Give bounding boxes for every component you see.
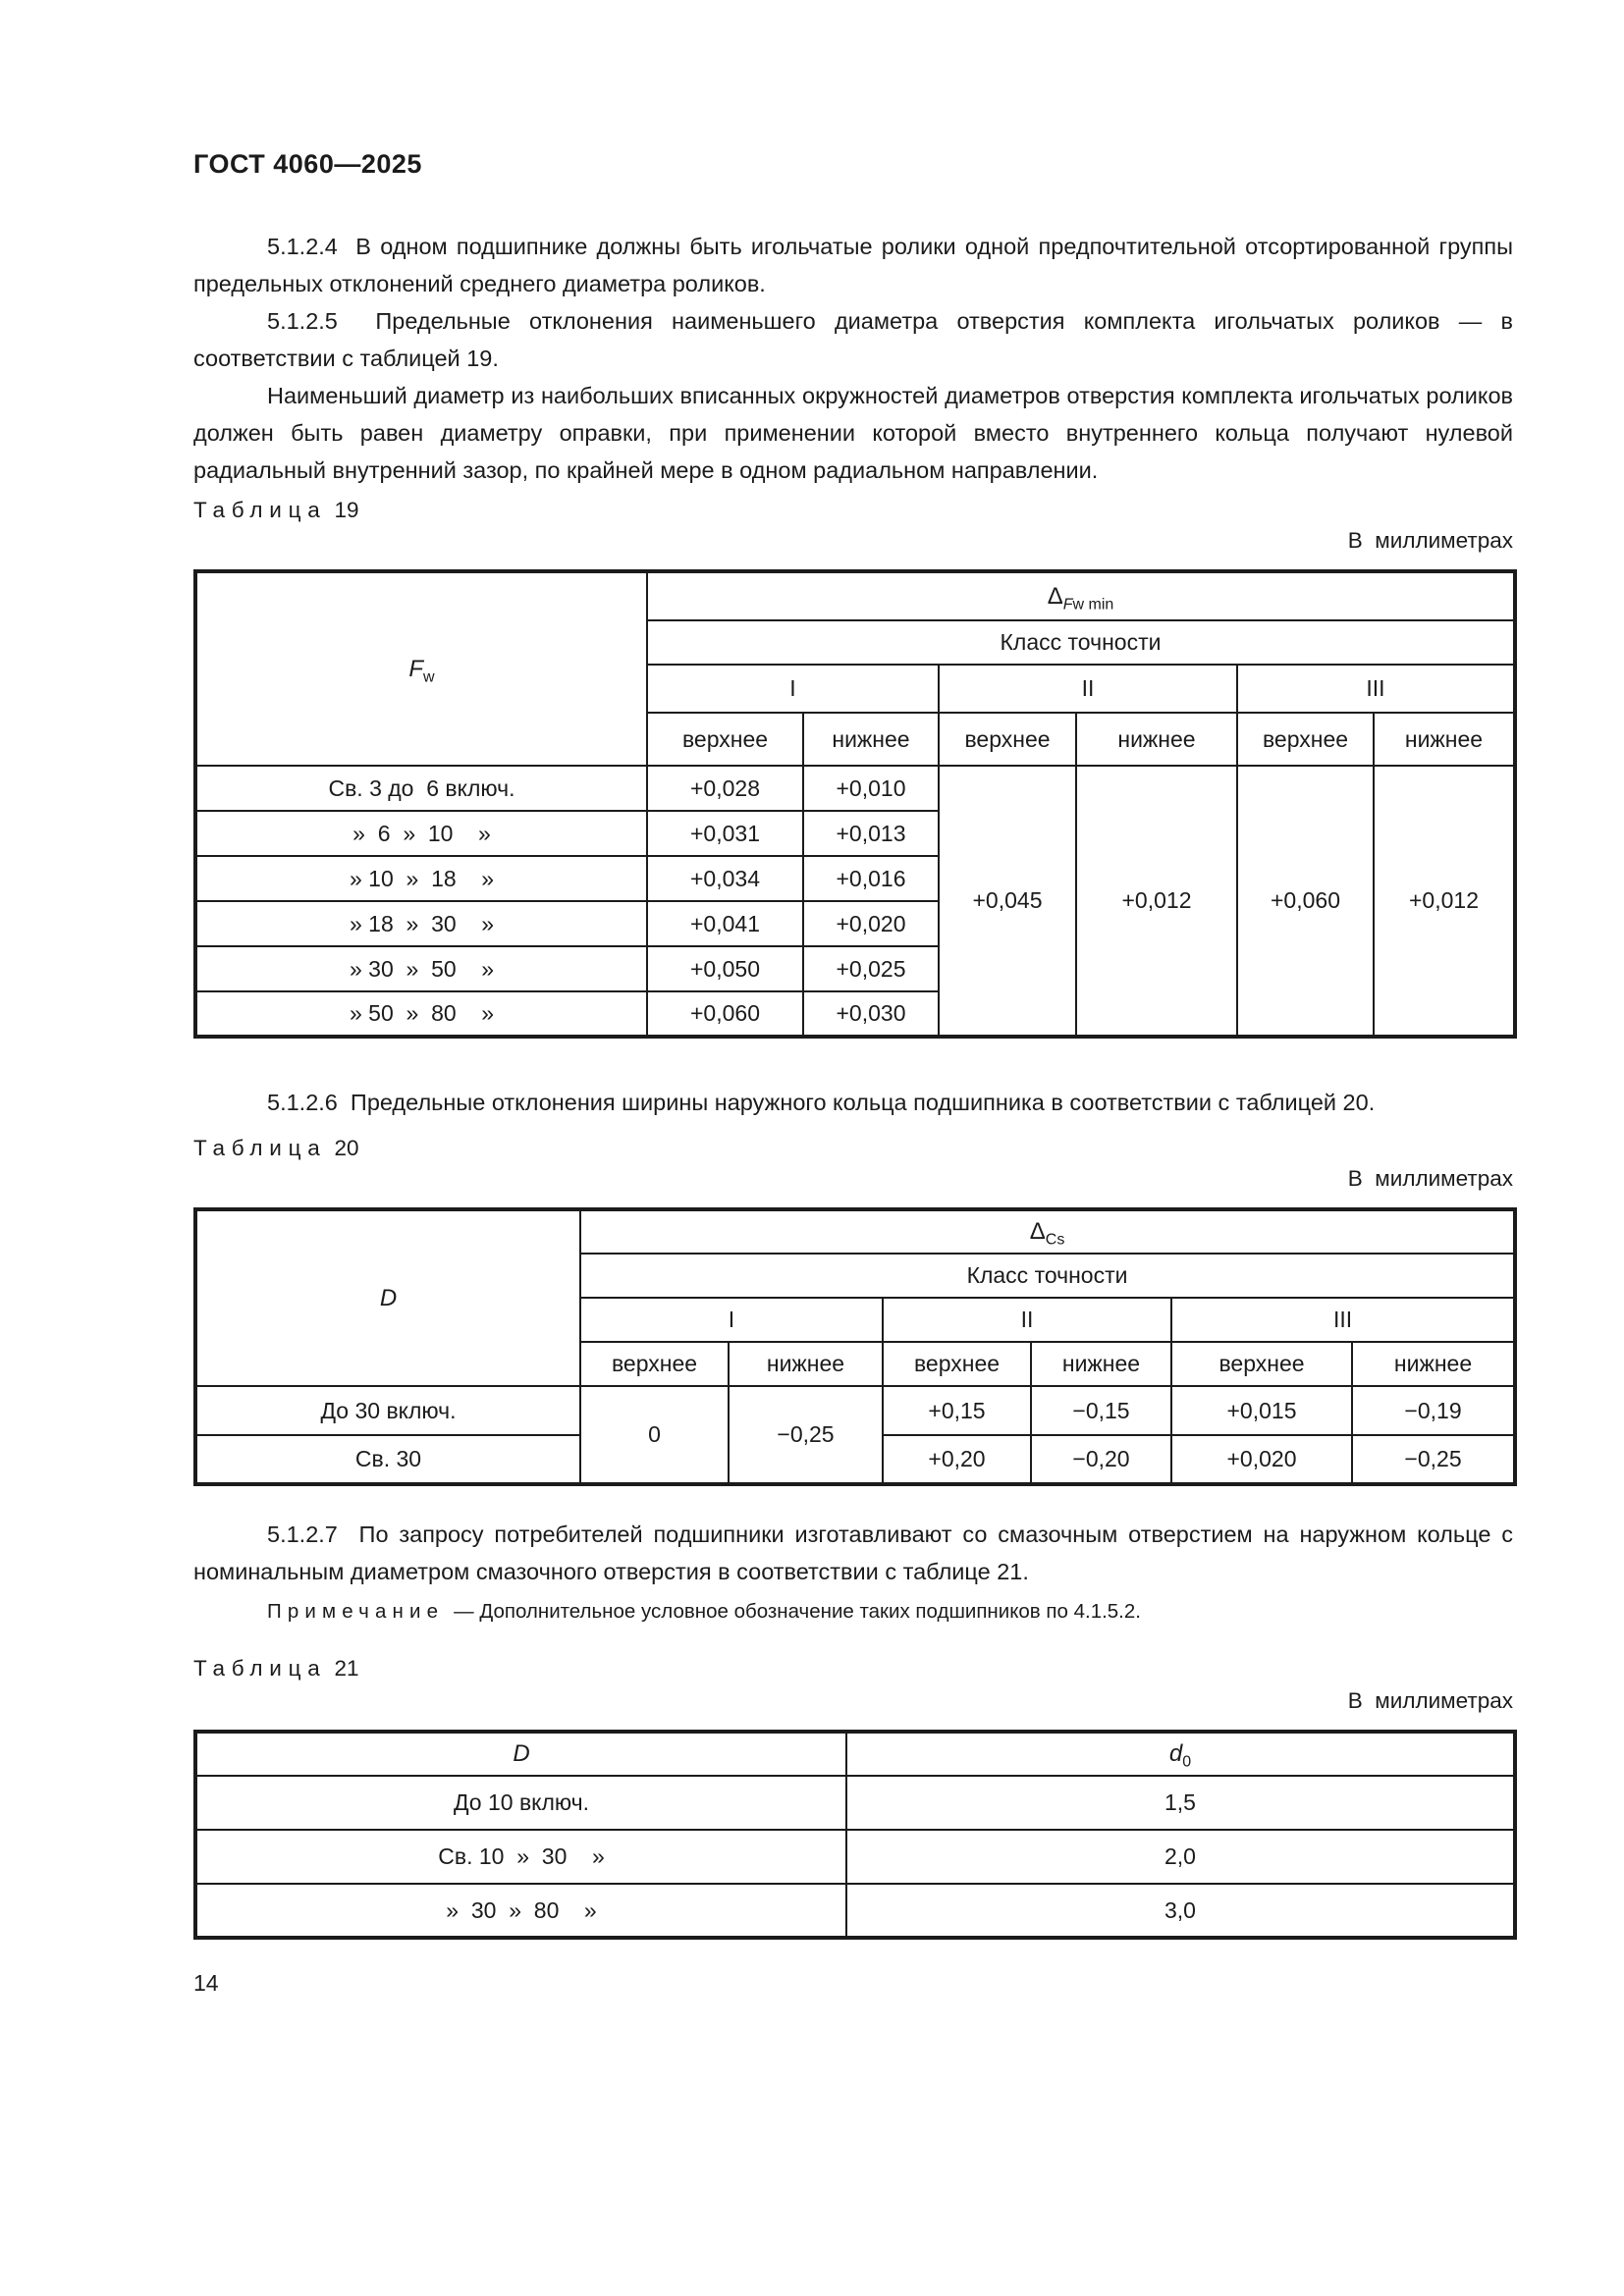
table-20	[193, 1207, 1517, 1486]
paragraph-5-1-2-5: 5.1.2.5 Предельные отклонения наименьшего диаметра отверстия комплекта игольчатых роликов — в соответствии с таблицей 19.	[193, 308, 1513, 371]
paragraph-5-1-2-7: 5.1.2.7 По запросу потребителей подшипники изготавливают со смазочным отверстием на наружном кольце с номинальным диаметром смазочного отверстия в соответствии с таблице 21.	[193, 1522, 1513, 1584]
t19-r3-lower: +0,016	[803, 856, 939, 901]
t20-header-class-3: III	[1171, 1298, 1515, 1342]
t20-header-class-1: I	[580, 1298, 883, 1342]
t19-header-class-1: I	[647, 665, 939, 713]
t20-r1-u2: +0,15	[883, 1386, 1031, 1435]
t19-r3-range: » 10 » 18 »	[195, 856, 647, 901]
t19-r6-range: » 50 » 80 »	[195, 991, 647, 1037]
t19-r3-upper: +0,034	[647, 856, 803, 901]
t20-r2-u2: +0,20	[883, 1435, 1031, 1484]
t19-r5-range: » 30 » 50 »	[195, 946, 647, 991]
t20-row-1	[195, 1386, 1515, 1435]
t19-header-upper-2: верхнее	[939, 713, 1076, 766]
note	[193, 1598, 1513, 1626]
table-21-label: Таблица 21	[193, 1656, 359, 1681]
t19-r4-lower: +0,020	[803, 901, 939, 946]
t21-row-3	[195, 1884, 1515, 1938]
t20-header-upper-3: верхнее	[1171, 1342, 1352, 1386]
table-19-label: Таблица 19	[193, 498, 359, 522]
t19-header-lower-2: нижнее	[1076, 713, 1237, 766]
units-label-19: В миллиметрах	[1347, 528, 1513, 553]
t20-header-upper-1: верхнее	[580, 1342, 729, 1386]
t19-r4-upper: +0,041	[647, 901, 803, 946]
t19-r6-upper: +0,060	[647, 991, 803, 1037]
t19-r1-lower: +0,010	[803, 766, 939, 811]
t20-header-lower-3: нижнее	[1352, 1342, 1515, 1386]
t21-row-2	[195, 1830, 1515, 1884]
t19-r1-range: Св. 3 до 6 включ.	[195, 766, 647, 811]
note-label: Примечание	[267, 1600, 445, 1623]
t21-r3-range: » 30 » 80 »	[195, 1884, 846, 1938]
paragraph-min-diameter: Наименьший диаметр из наибольших вписанных окружностей диаметров отверстия комплекта игольчатых роликов должен быть равен диаметру оправки, при применении которой вместо внутреннего кольца получают нулевой радиальный внутренний зазор, по крайней мере в одном радиальном направлении.	[193, 383, 1513, 483]
t19-merged-lower-3: +0,012	[1374, 766, 1515, 1037]
t20-r2-u3: +0,020	[1171, 1435, 1352, 1484]
t19-r5-upper: +0,050	[647, 946, 803, 991]
t20-header-upper-2: верхнее	[883, 1342, 1031, 1386]
t20-r2-l3: −0,25	[1352, 1435, 1515, 1484]
t19-r4-range: » 18 » 30 »	[195, 901, 647, 946]
t20-merged-upper-1: 0	[580, 1386, 729, 1484]
units-label-21: В миллиметрах	[1347, 1688, 1513, 1713]
t19-header-lower-3: нижнее	[1374, 713, 1515, 766]
t19-merged-upper-3: +0,060	[1237, 766, 1374, 1037]
t20-merged-lower-1: −0,25	[729, 1386, 883, 1484]
t19-r1-upper: +0,028	[647, 766, 803, 811]
table-20-label: Таблица 20	[193, 1136, 359, 1160]
t20-r2-l2: −0,20	[1031, 1435, 1171, 1484]
t21-row-1	[195, 1776, 1515, 1830]
t20-r1-l3: −0,19	[1352, 1386, 1515, 1435]
t19-merged-upper-2: +0,045	[939, 766, 1076, 1037]
t19-r2-upper: +0,031	[647, 811, 803, 856]
units-label-20: В миллиметрах	[1347, 1166, 1513, 1191]
t19-header-fw: $F_w$	[195, 571, 647, 766]
t19-header-accuracy-class: Класс точности	[647, 620, 1515, 665]
t19-r2-lower: +0,013	[803, 811, 939, 856]
t20-header-accuracy-class: Класс точности	[580, 1254, 1515, 1298]
t19-header-lower-1: нижнее	[803, 713, 939, 766]
t19-r6-lower: +0,030	[803, 991, 939, 1037]
body-text	[193, 228, 1513, 489]
t19-row-1	[195, 766, 1515, 811]
table-21	[193, 1730, 1517, 1940]
t19-header-delta: $\Delta_{Fw min}$	[647, 571, 1515, 620]
t19-r2-range: » 6 » 10 »	[195, 811, 647, 856]
t21-r1-value: 1,5	[846, 1776, 1515, 1830]
t21-header-d0: $d_0$	[846, 1732, 1515, 1776]
t20-header-class-2: II	[883, 1298, 1171, 1342]
t21-header-d: D	[195, 1732, 846, 1776]
paragraph-5-1-2-6: 5.1.2.6 Предельные отклонения ширины наружного кольца подшипника в соответствии с таблицей 20.	[267, 1090, 1376, 1115]
t19-r5-lower: +0,025	[803, 946, 939, 991]
t19-merged-lower-2: +0,012	[1076, 766, 1237, 1037]
t20-r1-u3: +0,015	[1171, 1386, 1352, 1435]
t19-header-upper-1: верхнее	[647, 713, 803, 766]
t20-r2-range: Св. 30	[195, 1435, 580, 1484]
t19-header-class-3: III	[1237, 665, 1515, 713]
page-number: 14	[193, 1970, 219, 1996]
note-text: — Дополнительное условное обозначение таких подшипников по 4.1.5.2.	[454, 1600, 1141, 1623]
t21-r3-value: 3,0	[846, 1884, 1515, 1938]
table-19	[193, 569, 1517, 1039]
t20-header-lower-2: нижнее	[1031, 1342, 1171, 1386]
t21-r2-value: 2,0	[846, 1830, 1515, 1884]
document-title: ГОСТ 4060—2025	[193, 149, 422, 179]
t20-header-delta: $\Delta_{Cs}$	[580, 1209, 1515, 1254]
paragraph-5-1-2-4: 5.1.2.4 В одном подшипнике должны быть игольчатые ролики одной предпочтительной отсортированной группы предельных отклонений среднего диаметра роликов.	[193, 234, 1513, 296]
t21-r1-range: До 10 включ.	[195, 1776, 846, 1830]
t19-header-class-2: II	[939, 665, 1237, 713]
t20-r1-range: До 30 включ.	[195, 1386, 580, 1435]
t20-header-lower-1: нижнее	[729, 1342, 883, 1386]
t21-r2-range: Св. 10 » 30 »	[195, 1830, 846, 1884]
t20-r1-l2: −0,15	[1031, 1386, 1171, 1435]
t20-header-d: D	[195, 1209, 580, 1386]
t19-header-upper-3: верхнее	[1237, 713, 1374, 766]
